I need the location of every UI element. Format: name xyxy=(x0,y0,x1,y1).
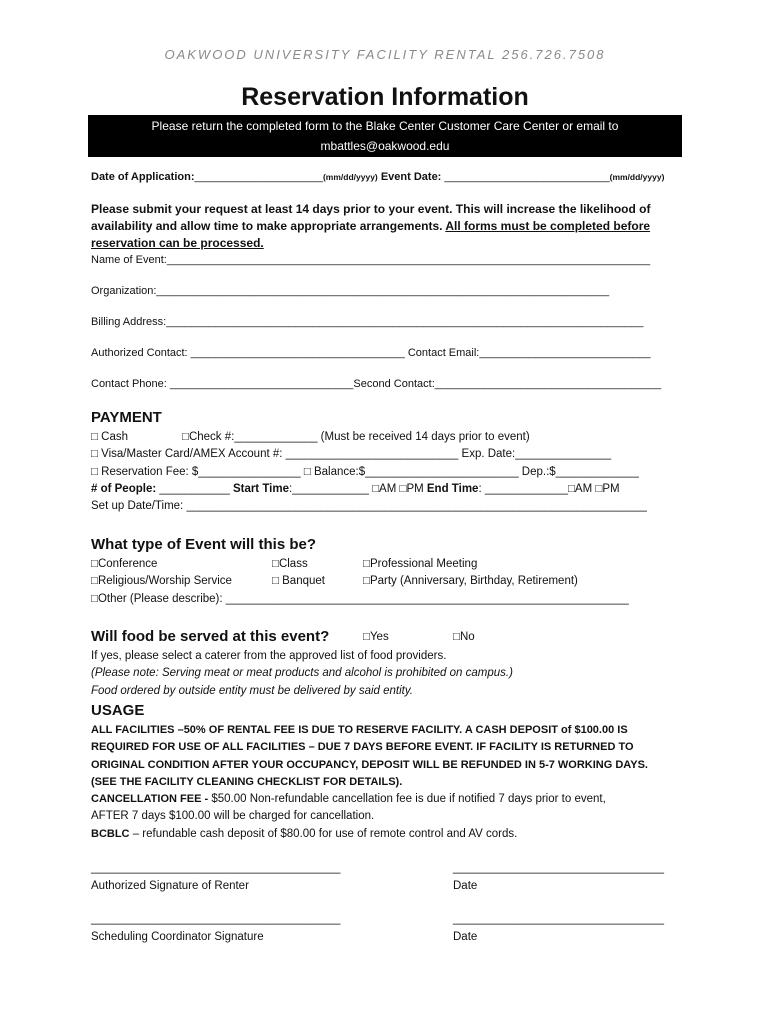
authorized-contact-field[interactable]: Authorized Contact: ___________________________________ Contact Email:____________________________ xyxy=(91,347,651,359)
party-option[interactable]: □Party (Anniversary, Birthday, Retirement) xyxy=(363,575,578,587)
people-time-row xyxy=(91,483,620,495)
end-time-label: End Time xyxy=(426,483,479,495)
food-no-option[interactable]: □No xyxy=(453,631,475,643)
renter-signature-label: Authorized Signature of Renter xyxy=(91,880,249,892)
professional-meeting-option[interactable]: □Professional Meeting xyxy=(363,558,478,570)
people-field[interactable]: ___________ xyxy=(156,483,233,495)
instructions-line2 xyxy=(91,219,650,233)
bcblc-text: – refundable cash deposit of $80.00 for use of remote control and AV cords. xyxy=(129,828,518,840)
card-option[interactable]: □ Visa/Master Card/AMEX Account #: ___________________________ Exp. Date:_______________ xyxy=(91,448,612,460)
cancellation-label: CANCELLATION FEE - xyxy=(91,793,209,805)
people-label: # of People: xyxy=(91,483,157,495)
event-date-label: Event Date: xyxy=(380,171,442,183)
check-option[interactable]: □Check #:_____________ (Must be received 14 days prior to event) xyxy=(182,431,530,443)
coordinator-date-label: Date xyxy=(453,931,478,943)
instructions-required-note: All forms must be completed before xyxy=(445,219,651,233)
start-time-label: Start Time xyxy=(232,483,289,495)
usage-line4: (SEE THE FACILITY CLEANING CHECKLIST FOR DETAILS). xyxy=(91,776,403,788)
renter-date-line[interactable]: _________________________________ xyxy=(453,862,665,874)
other-option[interactable]: □Other (Please describe): _______________________________________________________________ xyxy=(91,593,629,605)
return-notice-email: mbattles@oakwood.edu xyxy=(320,139,450,153)
bcblc-label: BCBLC xyxy=(91,828,130,840)
religious-option[interactable]: □Religious/Worship Service xyxy=(91,575,232,587)
cash-option[interactable]: □ Cash xyxy=(91,431,128,443)
usage-line1: ALL FACILITIES –50% OF RENTAL FEE IS DUE TO RESERVE FACILITY. A CASH DEPOSIT of $100.00 IS xyxy=(91,724,628,736)
food-heading: Will food be served at this event? xyxy=(91,628,330,645)
banquet-option[interactable]: □ Banquet xyxy=(272,575,325,587)
setup-date-field[interactable]: Set up Date/Time: ________________________________________________________________________ xyxy=(91,500,647,512)
usage-heading: USAGE xyxy=(91,702,145,719)
page-title: Reservation Information xyxy=(241,83,529,111)
event-date-field[interactable]: ___________________________ xyxy=(444,171,610,183)
date-of-application-label: Date of Application: xyxy=(91,171,195,183)
return-notice-line1: Please return the completed form to the Blake Center Customer Care Center or email to xyxy=(151,119,619,133)
event-type-heading: What type of Event will this be? xyxy=(91,536,317,553)
class-option[interactable]: □Class xyxy=(272,558,308,570)
reservation-fee-row[interactable]: □ Reservation Fee: $________________ □ Balance:$________________________ Dep.:$_____________ xyxy=(91,466,639,478)
food-caterer-note: If yes, please select a caterer from the approved list of food providers. xyxy=(91,650,447,662)
cancellation-row xyxy=(91,793,606,805)
contact-phone-field[interactable]: Contact Phone: ______________________________Second Contact:_____________________________________ xyxy=(91,378,662,390)
end-time-field[interactable]: : _____________□AM □PM xyxy=(478,483,620,495)
food-yes-option[interactable]: □Yes xyxy=(363,631,389,643)
event-date-format: (mm/dd/yyyy) xyxy=(609,172,665,182)
renter-date-label: Date xyxy=(453,880,478,892)
cancellation-line2: AFTER 7 days $100.00 will be charged for cancellation. xyxy=(91,810,375,822)
food-outside-note: Food ordered by outside entity must be delivered by said entity. xyxy=(91,685,413,697)
start-time-field[interactable]: :____________ □AM □PM xyxy=(288,483,427,495)
instructions-line2-text: availability and allow time to make appropriate arrangements. xyxy=(91,219,446,233)
instructions-line3: reservation can be processed. xyxy=(91,236,264,250)
usage-line2: REQUIRED FOR USE OF ALL FACILITIES – DUE 7 DAYS BEFORE EVENT. IF FACILITY IS RETURNED TO xyxy=(91,741,634,753)
page-header: OAKWOOD UNIVERSITY FACILITY RENTAL 256.726.7508 xyxy=(164,47,606,62)
coordinator-date-line[interactable]: _________________________________ xyxy=(453,913,665,925)
date-of-application-format: (mm/dd/yyyy) xyxy=(322,172,378,182)
instructions-line1: Please submit your request at least 14 days prior to your event. This will increase the likelihood of xyxy=(91,202,651,216)
return-notice-banner xyxy=(88,115,682,157)
usage-line3: ORIGINAL CONDITION AFTER YOUR OCCUPANCY, DEPOSIT WILL BE REFUNDED IN 5-7 WORKING DAYS. xyxy=(91,759,648,771)
bcblc-row xyxy=(91,828,517,840)
date-row xyxy=(91,171,664,183)
food-prohibited-note: (Please note: Serving meat or meat products and alcohol is prohibited on campus.) xyxy=(91,667,513,679)
conference-option[interactable]: □Conference xyxy=(91,558,158,570)
renter-signature-line[interactable]: _______________________________________ xyxy=(91,862,341,874)
organization-field[interactable]: Organization:__________________________________________________________________________ xyxy=(91,285,610,297)
payment-heading: PAYMENT xyxy=(91,409,162,426)
event-name-field[interactable]: Name of Event:_______________________________________________________________________________ xyxy=(91,254,651,266)
billing-address-field[interactable]: Billing Address:______________________________________________________________________________ xyxy=(91,316,644,328)
date-of-application-field[interactable]: _____________________ xyxy=(194,171,323,183)
cancellation-text: $50.00 Non-refundable cancellation fee is due if notified 7 days prior to event, xyxy=(208,793,606,805)
coordinator-signature-line[interactable]: _______________________________________ xyxy=(91,913,341,925)
coordinator-signature-label: Scheduling Coordinator Signature xyxy=(91,931,264,943)
